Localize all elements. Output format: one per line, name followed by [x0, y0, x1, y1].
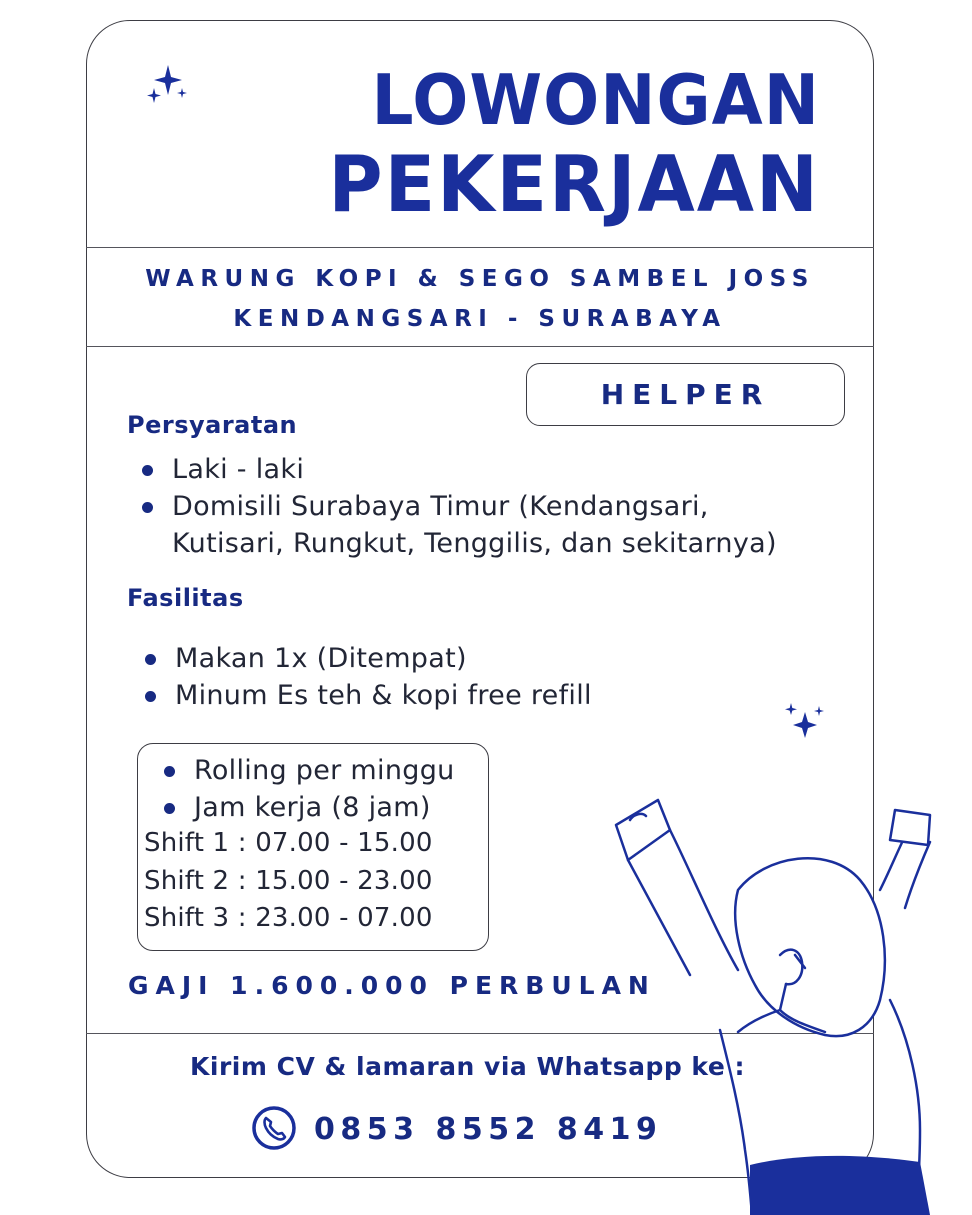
bullet-icon [142, 502, 153, 513]
requirements-heading: Persyaratan [127, 411, 298, 439]
bullet-icon [145, 654, 156, 665]
bullet-icon [164, 803, 175, 814]
list-item [162, 752, 455, 789]
bullet-icon [142, 465, 153, 476]
list-item [143, 677, 592, 714]
list-item-text: Jam kerja (8 jam) [194, 792, 431, 823]
bullet-icon [145, 691, 156, 702]
phone-icon [251, 1105, 297, 1151]
sparkle-icon [783, 700, 827, 744]
list-item-text: Minum Es teh & kopi free refill [175, 680, 592, 711]
list-item [143, 640, 592, 677]
facilities-list [143, 640, 592, 714]
shift-1: Shift 1 : 07.00 - 15.00 [144, 828, 433, 858]
phone-number[interactable]: 0853 8552 8419 [314, 1112, 663, 1147]
shift-2: Shift 2 : 15.00 - 23.00 [144, 866, 433, 896]
list-item [162, 789, 455, 826]
bullet-icon [164, 766, 175, 777]
person-illustration [590, 770, 972, 1215]
list-item-text: Domisili Surabaya Timur (Kendangsari, [172, 491, 709, 522]
requirements-list [140, 451, 777, 562]
divider [86, 247, 874, 248]
page-title-line1: LOWONGAN [371, 60, 820, 141]
list-item-text: Kutisari, Rungkut, Tenggilis, dan sekitarnya) [172, 528, 777, 559]
list-item-continued [140, 525, 777, 562]
list-item-text: Makan 1x (Ditempat) [175, 643, 467, 674]
sparkle-icon [144, 62, 190, 108]
business-location: KENDANGSARI - SURABAYA [233, 306, 727, 332]
list-item [140, 488, 777, 525]
list-item-text: Laki - laki [172, 454, 305, 485]
list-item [140, 451, 777, 488]
contact-label: Kirim CV & lamaran via Whatsapp ke : [190, 1052, 746, 1081]
shift-3: Shift 3 : 23.00 - 07.00 [144, 903, 433, 933]
position-badge: HELPER [526, 363, 845, 426]
schedule-list [162, 752, 455, 826]
business-name: WARUNG KOPI & SEGO SAMBEL JOSS [145, 266, 815, 292]
list-item-text: Rolling per minggu [194, 755, 455, 786]
page-title-line2: PEKERJAAN [328, 139, 820, 231]
facilities-heading: Fasilitas [127, 584, 244, 612]
salary-text: GAJI 1.600.000 PERBULAN [128, 971, 656, 1000]
divider [86, 346, 874, 347]
